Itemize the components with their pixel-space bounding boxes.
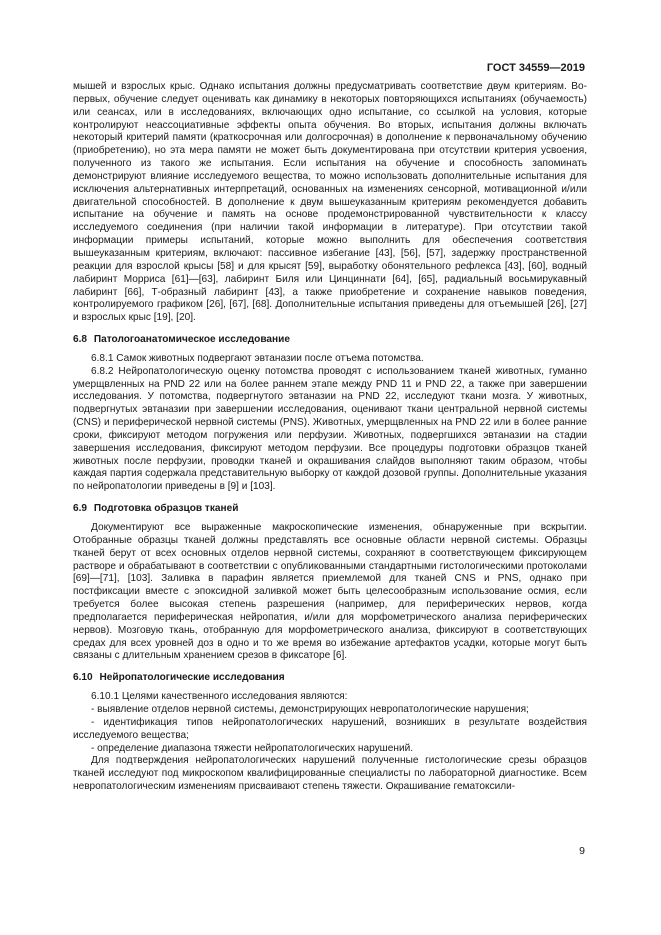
section-title: Подготовка образцов тканей <box>93 503 239 515</box>
paragraph: 6.8.2 Нейропатологическую оценку потомства проводят с использованием тканей животных, гуманно умерщвленных на PND 22 или на более раннем этапе между PND 11 и PND 22, а также при завершении исследования. У потомства, подвергнутого эвтаназии на PND 22, исследуют ткани мозга. У животных, подвергнутых эвтаназии при завершении исследования, оценивают ткани центральной нервной системы (CNS) и периферической нервной системы (PNS). Животных, умерщвленных на PND 22 или в более ранние сроки, фиксируют методом погружения или перфузии. Животных, подвергшихся эвтаназии на стадии завершения исследования, фиксируют методом перфузии. Все процедуры подготовки образцов тканей животных после перфузии, проводки тканей и окрашивания слайдов выполняют таким образом, чтобы каждая партия содержала представительную выборку от каждой дозовой группы. Дополнительные указания по нейропатологии приведены в [9] и [103]. <box>73 365 587 493</box>
section-number: 6.10 <box>73 672 93 684</box>
list-item: - выявление отделов нервной системы, демонстрирующих невропатологические нарушения; <box>91 703 529 715</box>
page-number: 9 <box>579 845 585 857</box>
document-body <box>73 81 587 794</box>
section-heading-6-9 <box>73 503 587 516</box>
section-number: 6.9 <box>73 503 88 515</box>
intro-paragraph: мышей и взрослых крыс. Однако испытания должны предусматривать соответствие двум критериям. Во-первых, обучение следует оценивать как динамику в некоторых повторяющихся испытаниях (обучаемость) или сеансах, или в исследованиях, включающих одно испытание, со ссылкой на условия, которые контролируют неассоциативные эффекты опыта обучения. Во вторых, испытания должны включать некоторый критерий памяти (краткосрочная или долгосрочная) в дополнение к первоначальному обучению (приобретению), но эта мера памяти не может быть документирована при отсутствии критерия усвоения, полученного из такого же испытания. Если испытания на обучение и способность запоминать демонстрируют влияние исследуемого вещества, то можно использовать дополнительные испытания для исключения альтернативных интерпретаций, основанных на изменениях сенсорной, мотивационной и/или двигательной способностей. В дополнение к двум вышеуказанным критериям рекомендуется добавить испытание на обучение и память на основе продемонстрированной чувствительности к классу исследуемого соединения (при наличии такой информации в литературе). При отсутствии такой информации примеры испытаний, которые можно выполнить для обеспечения соответствия вышеуказанным критериям, включают: пассивное избегание [43], [56], [57], задержку пространственной реакции для взрослой крысы [58] и для крысят [59], выработку обонятельного рефлекса [43], [60], водный лабиринт Морриса [61]—[63], лабиринт Биля или Цинциннати [64], [65], радиальный восьмирукавный лабиринт [66], Т-образный лабиринт [43], а также приобретение и сохранение навыков поведения, контролируемого графиком [26], [67], [68]. Дополнительные испытания приведены для отъемышей [26], [27] и взрослых крыс [19], [20]. <box>73 81 587 324</box>
document-header: ГОСТ 34559—2019 <box>486 62 585 74</box>
paragraph: Для подтверждения нейропатологических нарушений полученные гистологические срезы образцов тканей исследуют под микроскопом квалифицированные специалисты по лабораторной диагностике. Всем невропатологическим изменениям присваивают степень тяжести. Окрашивание гематоксили- <box>73 755 587 793</box>
list-item: - идентификация типов нейропатологических нарушений, возникших в результате воздействия исследуемого вещества; <box>73 716 587 741</box>
section-title: Нейропатологические исследования <box>99 672 285 684</box>
section-heading-6-10 <box>73 672 587 685</box>
paragraph: Документируют все выраженные макроскопические изменения, обнаруженные при вскрытии. Отобранные образцы тканей должны представлять все основные области нервной системы. Образцы тканей берут от всех основных отделов нервной системы, сохраняют в соответствующем фиксирующем растворе и обрабатывают в соответствии с опубликованными стандартными гистологическими протоколами [69]—[71], [103]. Заливка в парафин является приемлемой для тканей CNS и PNS, однако при постфиксации вместе с эпоксидной заливкой может быть целесообразным использование осмия, если требуется более высокая степень разрешения (например, для периферических нервов, когда предполагается периферическая нейропатия, и/или для морфометрического анализа периферических нервов). Мозговую ткань, отобранную для морфометрического анализа, фиксируют в соответствующих средах для всех уровней доз в одно и то же время во избежание артефактов усадки, которые могут быть связаны с длительным хранением срезов в фиксаторе [6]. <box>73 522 587 662</box>
paragraph: 6.8.1 Самок животных подвергают эвтаназии после отъема потомства. <box>91 352 424 364</box>
list-item: - определение диапазона тяжести нейропатологических нарушений. <box>91 742 414 754</box>
section-title: Патологоанатомическое исследование <box>93 334 290 346</box>
paragraph: 6.10.1 Целями качественного исследования являются: <box>91 691 348 703</box>
section-number: 6.8 <box>73 334 88 346</box>
section-heading-6-8 <box>73 334 587 347</box>
